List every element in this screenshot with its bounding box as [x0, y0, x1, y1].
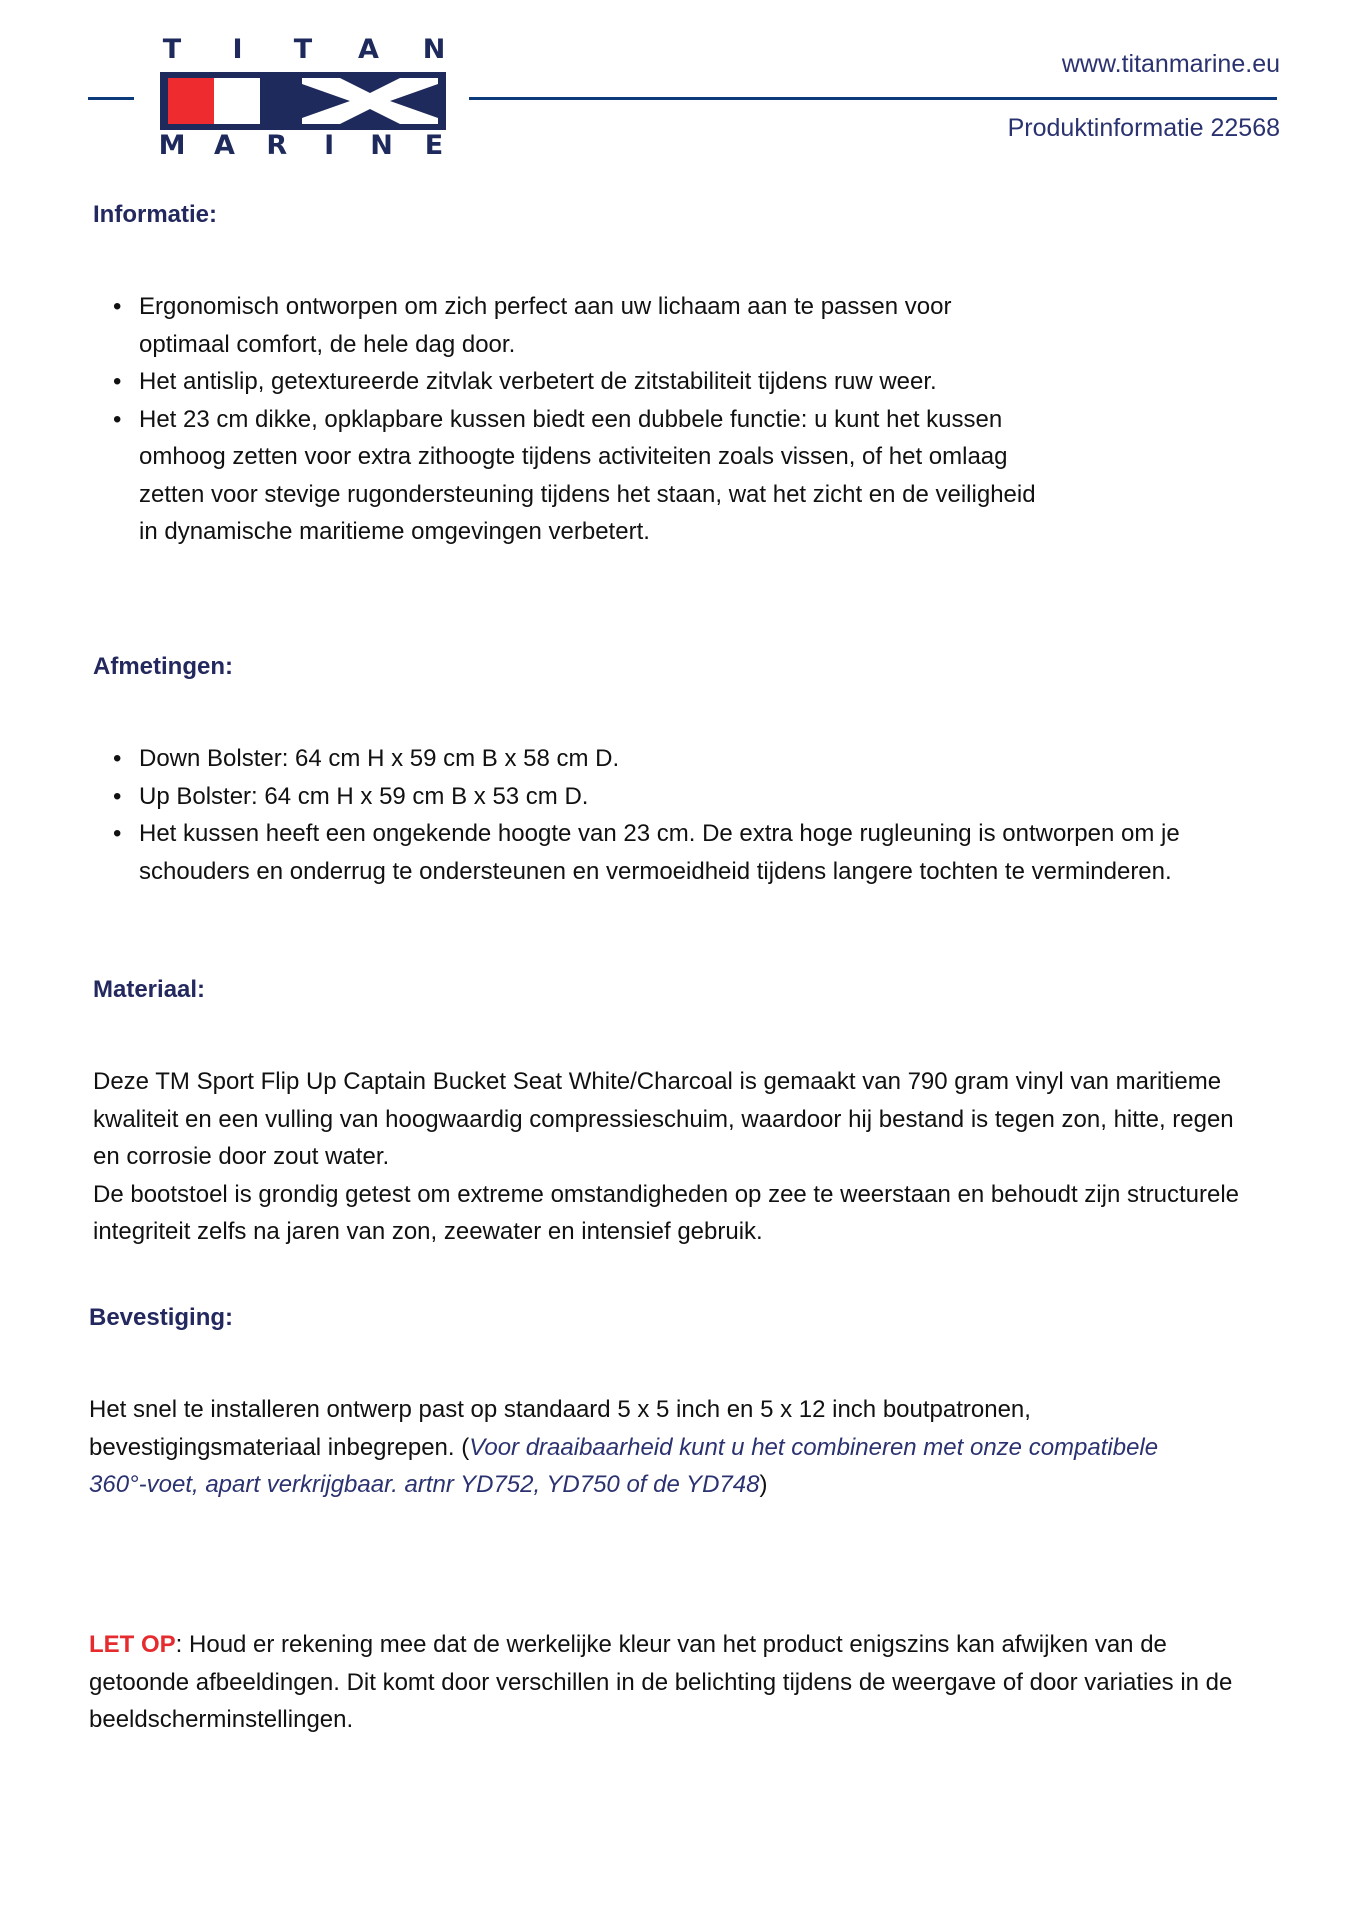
section-heading: Informatie: — [93, 201, 218, 228]
header-rule-right — [469, 97, 1277, 100]
logo-word-marine — [158, 132, 448, 159]
bullet-icon: • — [113, 745, 122, 772]
section-informatie — [93, 200, 1243, 551]
list-item-text: Ergonomisch ontworpen om zich perfect aan uw lichaam aan te passen voor optimaal comfort, de hele dag door. — [139, 293, 952, 358]
let-op-notice — [89, 1626, 1239, 1739]
bullet-icon: • — [113, 782, 122, 810]
bullet-icon: • — [113, 368, 122, 395]
logo-letter: N — [422, 34, 446, 65]
logo-flag-box — [160, 72, 446, 130]
titan-marine-logo — [158, 34, 448, 161]
section-bevestiging — [89, 1303, 1239, 1504]
logo-letter: I — [232, 34, 243, 65]
logo-x-icon — [302, 78, 438, 124]
list-item — [113, 740, 1199, 778]
logo-letter: N — [370, 130, 393, 161]
bullet-list — [93, 288, 1243, 551]
bevestiging-body — [89, 1391, 1159, 1504]
logo-letter: A — [358, 34, 379, 65]
section-heading: Materiaal: — [93, 976, 206, 1003]
logo-letter: I — [324, 130, 335, 161]
list-item-text: Het antislip, getextureerde zitvlak verbetert de zitstabiliteit tijdens ruw weer. — [139, 368, 937, 395]
bullet-icon: • — [113, 293, 122, 320]
list-item — [113, 288, 1039, 363]
bullet-icon: • — [113, 405, 122, 433]
paragraph: De bootstoel is grondig getest om extreme omstandigheden op zee te weerstaan en behoudt zijn structurele integriteit zelfs na jaren van zon, zeewater en intensief gebruik. — [93, 1180, 1240, 1245]
list-item-text: Down Bolster: 64 cm H x 59 cm B x 58 cm D. — [139, 745, 620, 772]
bullet-list — [93, 740, 1243, 890]
logo-red-square — [168, 78, 214, 124]
list-item — [113, 363, 1039, 401]
logo-letter: T — [162, 34, 182, 65]
section-afmetingen — [93, 652, 1243, 890]
list-item — [113, 778, 1199, 816]
paragraph: Deze TM Sport Flip Up Captain Bucket Seat White/Charcoal is gemaakt van 790 gram vinyl van maritieme kwaliteit en een vulling van hoogwaardig compressieschuim, waardoor hij bestand is tegen zon, hitte, regen en corrosie door zout water. — [93, 1068, 1234, 1170]
list-item-text: Het kussen heeft een ongekende hoogte van 23 cm. De extra hoge rugleuning is ontworpen om je schouders en onderrug te ondersteunen en vermoeidheid tijdens langere tochten te verminderen. — [139, 820, 1180, 885]
logo-word-titan — [158, 36, 448, 63]
bullet-icon: • — [113, 820, 122, 847]
section-materiaal — [93, 975, 1243, 1251]
section-heading: Bevestiging: — [89, 1304, 234, 1331]
closing-paren: ) — [759, 1471, 768, 1498]
list-item-text: Het 23 cm dikke, opklapbare kussen biedt een dubbele functie: u kunt het kussen omhoog zetten voor extra zithoogte tijdens activiteiten zoals vissen, of het omlaag zetten voor stevige rugondersteuning tijdens het staan, wat het zicht en de veiligheid in dynamische maritieme omgevingen verbetert. — [139, 405, 1036, 545]
logo-white-square — [214, 78, 260, 124]
list-item-text: Up Bolster: 64 cm H x 59 cm B x 53 cm D. — [139, 782, 589, 810]
logo-letter: M — [158, 130, 186, 161]
section-heading: Afmetingen: — [93, 653, 233, 680]
materiaal-body — [93, 1063, 1243, 1251]
logo-letter: E — [424, 130, 444, 161]
website-link[interactable]: www.titanmarine.eu — [1061, 50, 1280, 78]
list-item — [113, 815, 1199, 890]
logo-letter: A — [213, 130, 235, 161]
logo-letter: T — [293, 34, 313, 65]
warning-text: : Houd er rekening mee dat de werkelijke kleur van het product enigszins kan afwijken van de getoonde afbeeldingen. Dit komt door verschillen in de belichting tijdens de weergave of door variaties in de beeldscherminstellingen. — [89, 1631, 1233, 1733]
list-item — [113, 401, 1039, 551]
warning-label: LET OP — [89, 1631, 176, 1658]
logo-letter: R — [266, 130, 288, 161]
header-rule-left — [88, 97, 134, 100]
section-let-op — [89, 1626, 1239, 1739]
product-info-number: Produktinformatie 22568 — [1007, 114, 1280, 142]
compatibility-note: Voor draaibaarheid kunt u het combineren met onze compatibele 360°-voet, apart verkrijgbaar. artnr YD752, YD750 of de YD748 — [89, 1433, 1159, 1498]
paragraph: Het snel te installeren ontwerp past op standaard 5 x 5 inch en 5 x 12 inch boutpatronen, bevestigingsmateriaal inbegrepen. ( — [89, 1396, 1031, 1461]
